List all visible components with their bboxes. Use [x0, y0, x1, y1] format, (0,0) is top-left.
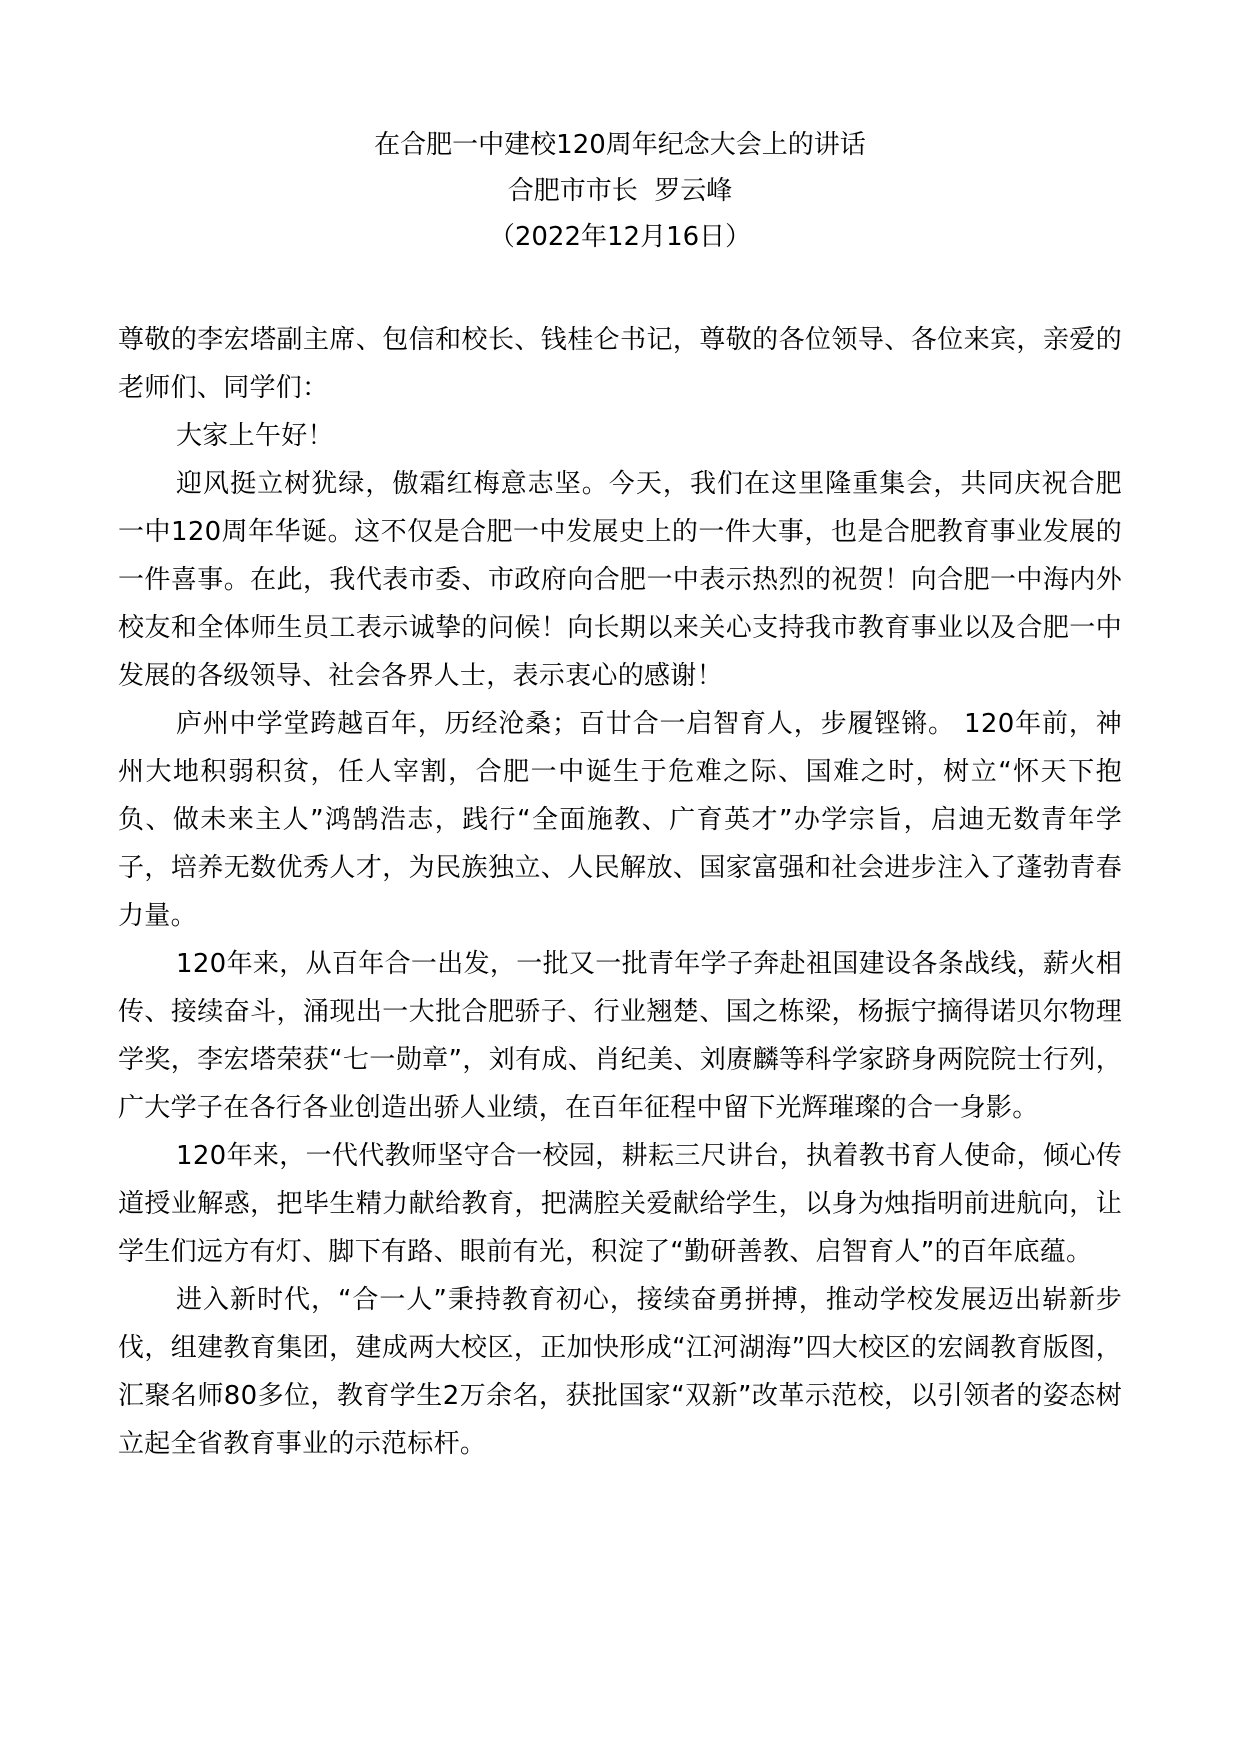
- paragraph-new-era: 进入新时代，“合一人”秉持教育初心，接续奋勇拼搏，推动学校发展迈出崭新步伐，组建教育集团，建成两大校区，正加快形成“江河湖海”四大校区的宏阔教育版图，汇聚名师80多位，教育学生2万余名，获批国家“双新”改革示范校，以引领者的姿态树立起全省教育事业的示范标杆。: [118, 1285, 1122, 1459]
- speech-body: [118, 316, 1122, 1468]
- paragraph-celebration: 迎风挺立树犹绿，傲霜红梅意志坚。今天，我们在这里隆重集会，共同庆祝合肥一中120周年华诞。这不仅是合肥一中发展史上的一件大事，也是合肥教育事业发展的一件喜事。在此，我代表市委、市政府向合肥一中表示热烈的祝贺！向合肥一中海内外校友和全体师生员工表示诚挚的问候！向长期以来关心支持我市教育事业以及合肥一中发展的各级领导、社会各界人士，表示衷心的感谢！: [118, 469, 1122, 691]
- speaker-line: 合肥市市长 罗云峰: [507, 176, 733, 206]
- paragraph-teachers: 120年来，一代代教师坚守合一校园，耕耘三尺讲台，执着教书育人使命，倾心传道授业解惑，把毕生精力献给教育，把满腔关爱献给学生，以身为烛指明前进航向，让学生们远方有灯、脚下有路、眼前有光，积淀了“勤研善教、启智育人”的百年底蕴。: [118, 1141, 1122, 1267]
- salutation: 尊敬的李宏塔副主席、包信和校长、钱桂仑书记，尊敬的各位领导、各位来宾，亲爱的老师们、同学们：: [118, 325, 1122, 403]
- paragraph-history: 庐州中学堂跨越百年，历经沧桑；百廿合一启智育人，步履铿锵。 120年前，神州大地积弱积贫，任人宰割，合肥一中诞生于危难之际、国难之时，树立“怀天下抱负、做未来主人”鸿鹄浩志，践行“全面施教、广育英才”办学宗旨，启迪无数青年学子，培养无数优秀人才，为民族独立、人民解放、国家富强和社会进步注入了蓬勃青春力量。: [118, 709, 1122, 931]
- paragraph-alumni: 120年来，从百年合一出发，一批又一批青年学子奔赴祖国建设各条战线，薪火相传、接续奋斗，涌现出一大批合肥骄子、行业翘楚、国之栋梁，杨振宁摘得诺贝尔物理学奖，李宏塔荣获“七一勋章”，刘有成、肖纪美、刘赓麟等科学家跻身两院院士行列，广大学子在各行各业创造出骄人业绩，在百年征程中留下光辉璀璨的合一身影。: [118, 949, 1122, 1123]
- document-header: [0, 122, 1240, 260]
- speech-title: 在合肥一中建校120周年纪念大会上的讲话: [374, 130, 866, 160]
- paragraph-greeting: 大家上午好！: [176, 421, 334, 451]
- speech-date: （2022年12月16日）: [488, 222, 752, 252]
